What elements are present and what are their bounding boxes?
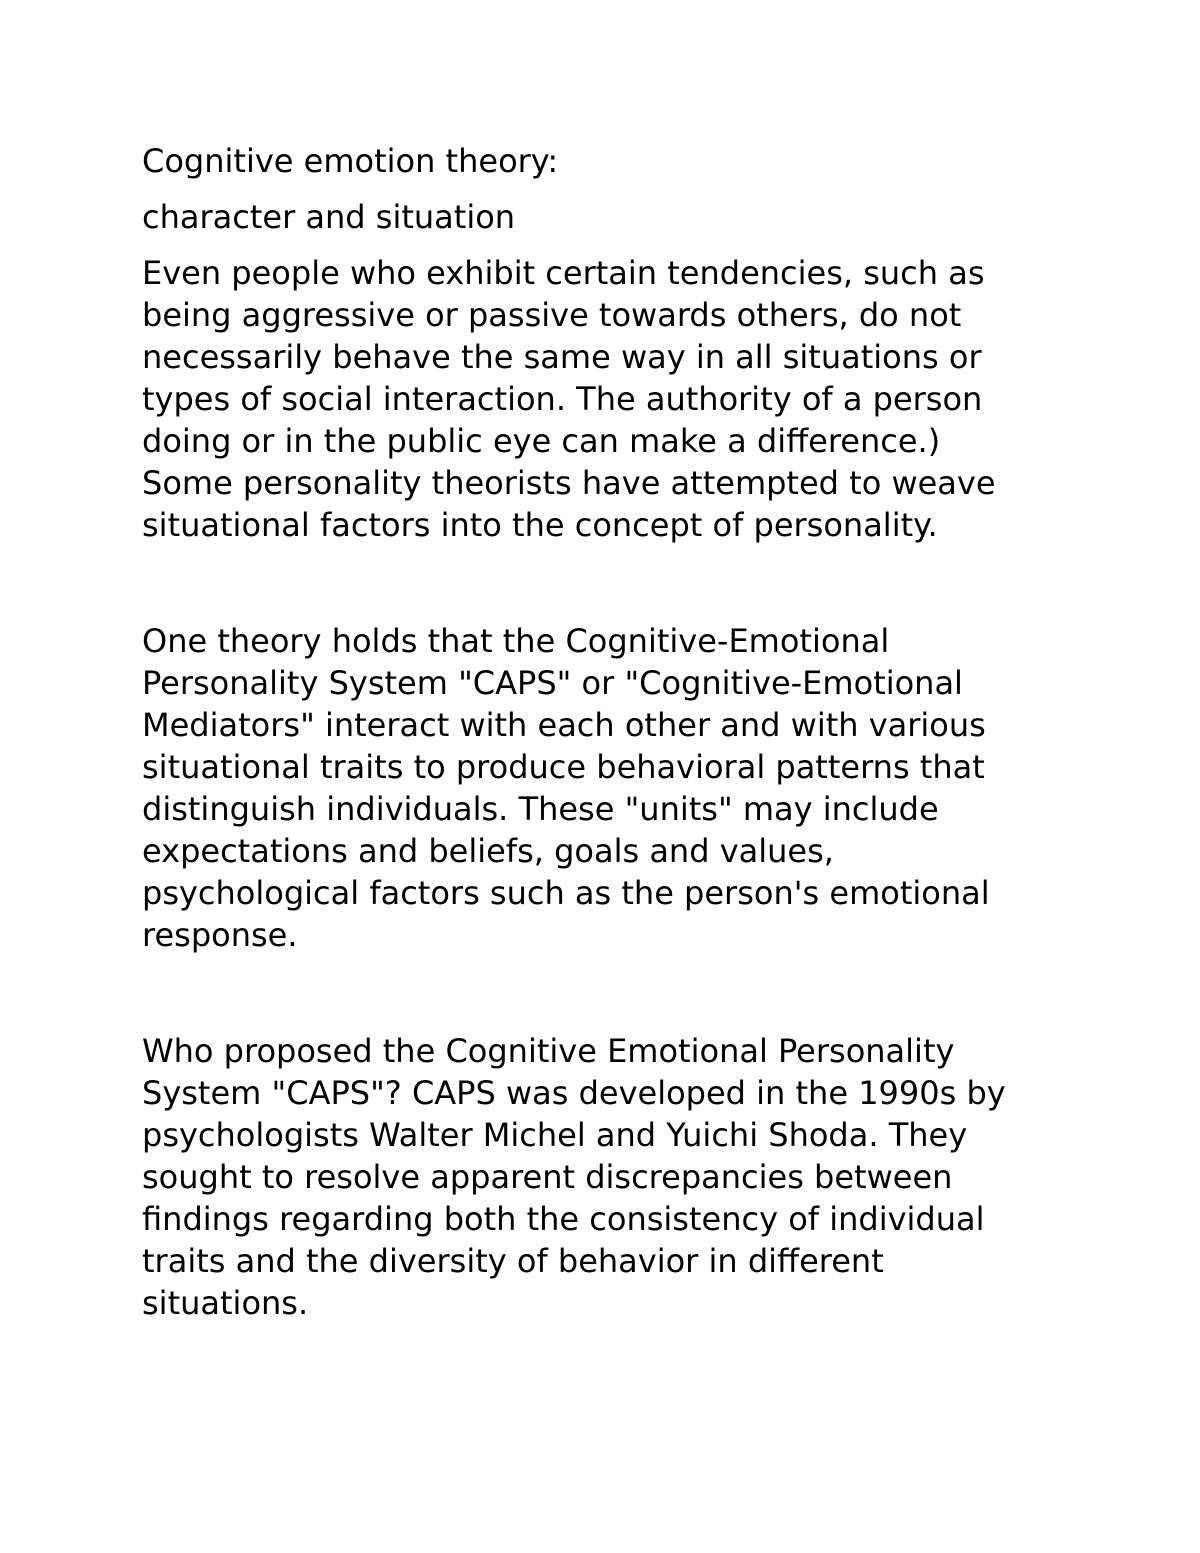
document-subtitle: character and situation (142, 198, 516, 236)
paragraph-line: System "CAPS"? CAPS was developed in the 1990s by (142, 1074, 1006, 1112)
paragraph-line: being aggressive or passive towards others, do not (142, 296, 962, 334)
document-body (142, 140, 1062, 1324)
paragraph-spacer (142, 546, 1062, 620)
paragraph-line: Who proposed the Cognitive Emotional Personality (142, 1032, 955, 1070)
paragraph-line: One theory holds that the Cognitive-Emotional (142, 622, 890, 660)
paragraph-line: Mediators" interact with each other and with various (142, 706, 986, 744)
paragraph-line: traits and the diversity of behavior in different (142, 1242, 884, 1280)
paragraph-line: psychologists Walter Michel and Yuichi Shoda. They (142, 1116, 968, 1154)
paragraph-line: doing or in the public eye can make a difference.) (142, 422, 941, 460)
paragraph-line: situations. (142, 1284, 309, 1322)
paragraph-line: situational factors into the concept of personality. (142, 506, 938, 544)
paragraph-line: Even people who exhibit certain tendencies, such as (142, 254, 985, 292)
document-title: Cognitive emotion theory: (142, 142, 559, 180)
paragraph-line: types of social interaction. The authority of a person (142, 380, 983, 418)
paragraph-line: findings regarding both the consistency of individual (142, 1200, 985, 1238)
paragraph-line: situational traits to produce behavioral patterns that (142, 748, 985, 786)
paragraph-line: necessarily behave the same way in all situations or (142, 338, 982, 376)
paragraph-3 (142, 1030, 1062, 1324)
paragraph-line: Some personality theorists have attempted to weave (142, 464, 996, 502)
paragraph-line: expectations and beliefs, goals and values, (142, 832, 834, 870)
paragraph-line: sought to resolve apparent discrepancies between (142, 1158, 953, 1196)
paragraph-1 (142, 252, 1062, 546)
paragraph-line: distinguish individuals. These "units" may include (142, 790, 939, 828)
paragraph-2 (142, 620, 1062, 956)
paragraph-line: psychological factors such as the person's emotional (142, 874, 990, 912)
paragraph-spacer (142, 956, 1062, 1030)
paragraph-line: Personality System "CAPS" or "Cognitive-Emotional (142, 664, 963, 702)
paragraph-line: response. (142, 916, 298, 954)
